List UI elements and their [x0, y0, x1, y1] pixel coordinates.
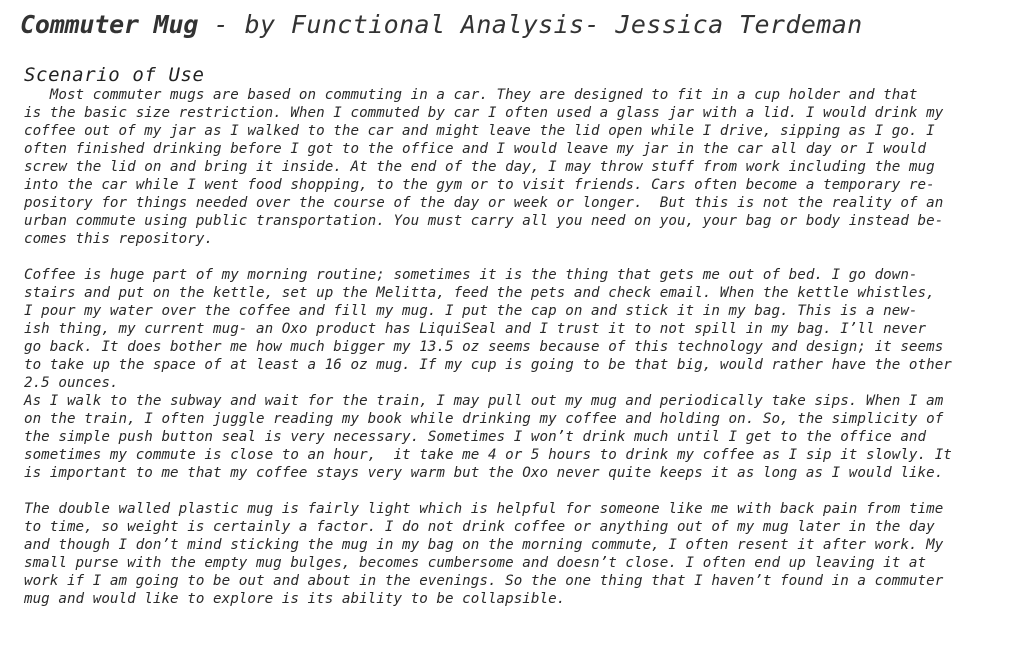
paragraph-mug-weight-collapsible: The double walled plastic mug is fairly light which is helpful for someone like me with back pain from time to time, so weight is certainly a factor. I do not drink coffee or anything out of my mug later in the day and though I don’t mind sticking the mug in my bag on the morning commute, I often resent it after work. My small purse with the empty mug bulges, becomes cumbersome and doesn’t close. I often end up leaving it at work if I am going to be out and about in the evenings. So the one thing that I haven’t found in a commuter mug and would like to explore is its ability to be collapsible.: [24, 501, 944, 607]
section-heading-scenario-of-use: Scenario of Use: [24, 64, 205, 86]
paragraph-subway-commute: As I walk to the subway and wait for the train, I may pull out my mug and periodically take sips. When I am on the train, I often juggle reading my book while drinking my coffee and holding on. So, the simplicity of the simple push button seal is very necessary. Sometimes I won’t drink much until I get to the office and sometimes my commute is close to an hour, it take me 4 or 5 hours to drink my coffee as I sip it slowly. It is important to me that my coffee stays very warm but the Oxo never quite keeps it as long as I would like.: [24, 393, 952, 481]
document-title-product: Commuter Mug: [20, 10, 199, 39]
paragraph-morning-routine: Coffee is huge part of my morning routine; sometimes it is the thing that gets me out of bed. I go down- stairs and put on the kettle, set up the Melitta, feed the pets and check email. When the kettle whistles, I pour my water over the coffee and fill my mug. I put the cap on and stick it in my bag. This is a new- ish thing, my current mug- an Oxo product has LiquiSeal and I trust it to not spill in my bag. I’ll never go back. It does bother me how much bigger my 13.5 oz seems because of this technology and design; it seems to take up the space of at least a 16 oz mug. If my cup is going to be that big, would rather have the other 2.5 ounces.: [24, 267, 952, 391]
document-title: [20, 10, 863, 39]
document-title-author: - by Functional Analysis- Jessica Terdeman: [198, 10, 863, 39]
paragraph-car-commute: Most commuter mugs are based on commuting in a car. They are designed to fit in a cup holder and that is the basic size restriction. When I commuted by car I often used a glass jar with a lid. I would drink my coffee out of my jar as I walked to the car and might leave the lid open while I drive, sipping as I go. I often finished drinking before I got to the office and I would leave my jar in the car all day or I would screw the lid on and bring it inside. At the end of the day, I may throw stuff from work including the mug into the car while I went food shopping, to the gym or to visit friends. Cars often become a temporary re- pository for things needed over the course of the day or week or longer. But this is not the reality of an urban commute using public transportation. You must carry all you need on you, your bag or body instead be- comes this repository.: [24, 87, 944, 247]
